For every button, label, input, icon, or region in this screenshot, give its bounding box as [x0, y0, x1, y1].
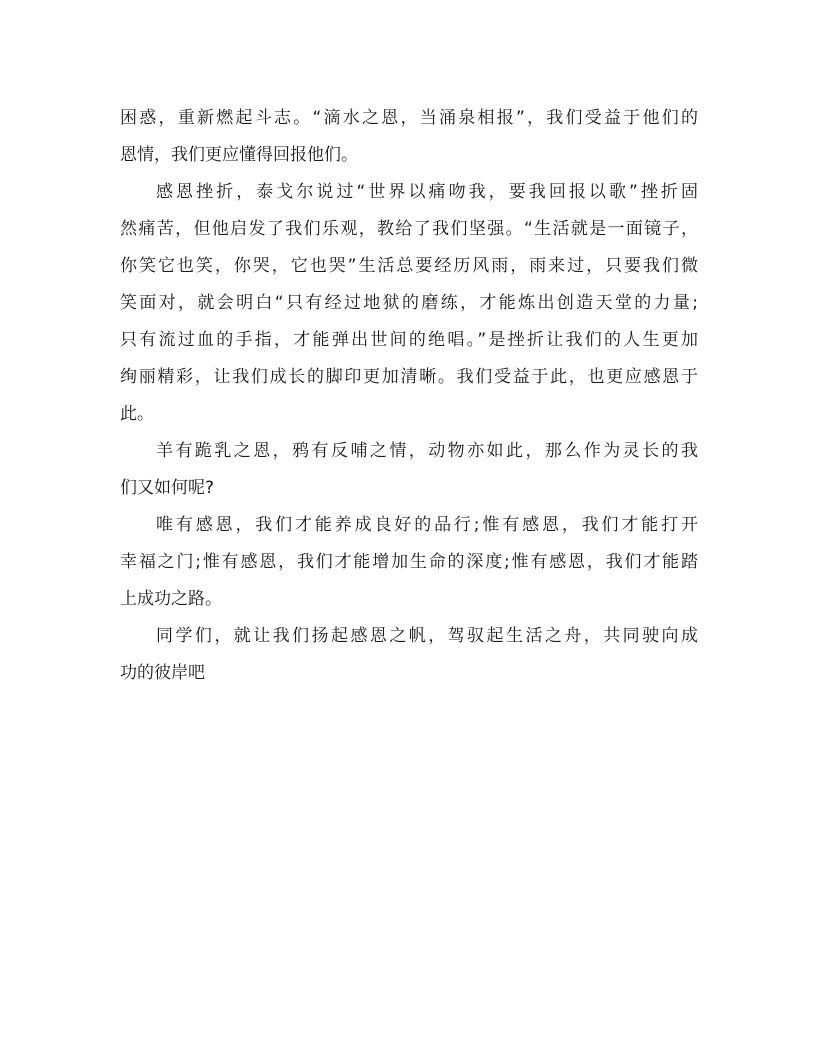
- text-line: 羊有跪乳之恩，鸦有反哺之情，动物亦如此，那么作为灵长的我: [156, 441, 698, 461]
- text-line: 此。: [120, 404, 154, 424]
- text-line: 上成功之路。: [120, 589, 222, 609]
- text-line: 同学们，就让我们扬起感恩之帆，驾驭起生活之舟，共同驶向成: [156, 626, 698, 646]
- text-line: 你笑它也笑，你哭，它也哭”生活总要经历风雨，雨来过，只要我们微: [120, 256, 698, 276]
- paragraph-animals: [120, 433, 698, 507]
- text-line: 唯有感恩，我们才能养成良好的品行;惟有感恩，我们才能打开: [156, 515, 698, 535]
- paragraph-gratitude-setbacks: [120, 174, 698, 433]
- paragraph-only-gratitude: [120, 507, 698, 618]
- text-line: 然痛苦，但他启发了我们乐观，教给了我们坚强。“生活就是一面镜子，: [120, 219, 698, 239]
- text-line: 绚丽精彩，让我们成长的脚印更加清晰。我们受益于此，也更应感恩于: [120, 367, 698, 387]
- text-line: 幸福之门;惟有感恩，我们才能增加生命的深度;惟有感恩，我们才能踏: [120, 552, 698, 572]
- document-body: [120, 100, 698, 692]
- text-line: 们又如何呢?: [120, 478, 215, 498]
- paragraph-closing: [120, 618, 698, 692]
- text-line: 功的彼岸吧: [120, 663, 205, 683]
- text-line: 感恩挫折，泰戈尔说过“世界以痛吻我，要我回报以歌”挫折固: [156, 182, 698, 202]
- text-line: 困惑，重新燃起斗志。“滴水之恩，当涌泉相报”，我们受益于他们的: [120, 108, 698, 128]
- paragraph-gratitude-people: [120, 100, 698, 174]
- text-line: 笑面对，就会明白“只有经过地狱的磨练，才能炼出创造天堂的力量;: [120, 293, 698, 313]
- text-line: 恩情，我们更应懂得回报他们。: [120, 145, 358, 165]
- text-line: 只有流过血的手指，才能弹出世间的绝唱。”是挫折让我们的人生更加: [120, 330, 698, 350]
